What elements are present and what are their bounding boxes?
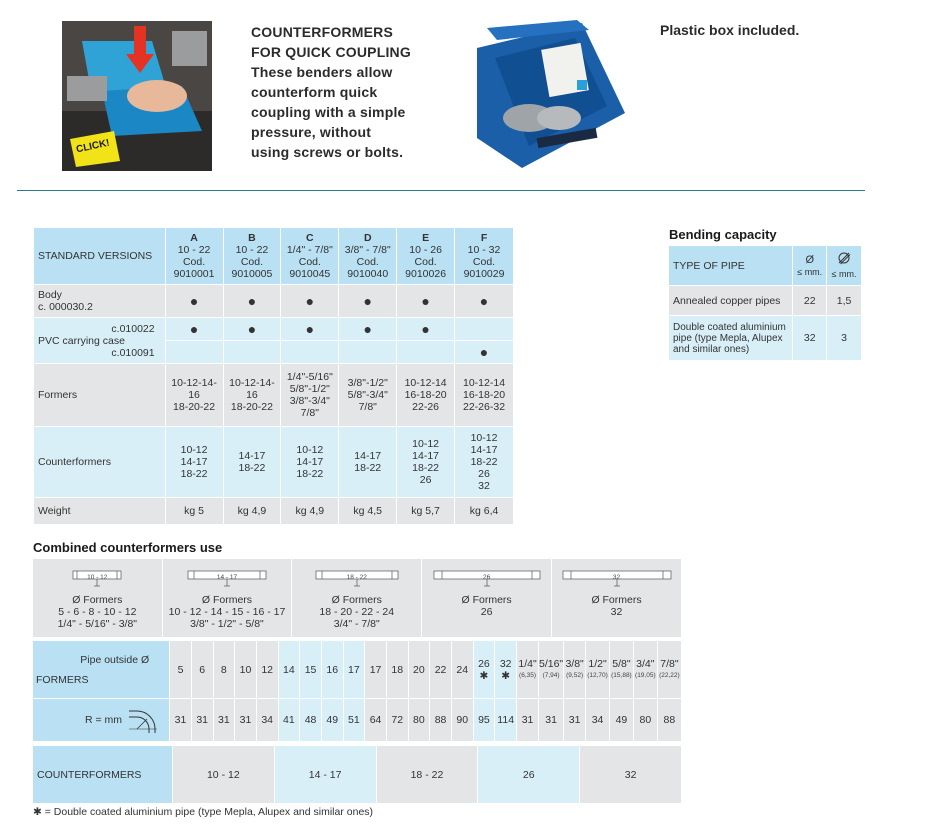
empty-cell	[223, 341, 281, 364]
formers-label-cell: Pipe outside Ø FORMERS	[33, 641, 170, 699]
description-line: coupling with a simple	[251, 104, 406, 120]
pipe-outside-value: 3/8" (9,52)	[564, 641, 586, 699]
weight-cell: kg 4,9	[281, 498, 339, 525]
counterformers-label: COUNTERFORMERS	[33, 746, 173, 804]
counterformer-range: 14 - 17	[274, 746, 376, 804]
included-dot: ●	[455, 285, 514, 318]
version-d-header: D 3/8" - 7/8" Cod. 9010040	[339, 228, 397, 285]
radius-value: 80	[633, 699, 657, 742]
description-line: using screws or bolts.	[251, 144, 404, 160]
counterformers-row-label: Counterformers	[34, 427, 166, 498]
formers-cell: 10-12-14 16-18-20 22-26-32	[455, 364, 514, 427]
pipe-outside-value: 8	[213, 641, 235, 699]
thickness-header: ≤ mm.	[827, 246, 862, 286]
formers-cell: 10-12-14-16 18-20-22	[165, 364, 223, 427]
radius-value: 49	[609, 699, 633, 742]
pipe-outside-value: 7/8" (22,22)	[657, 641, 681, 699]
bend-radius-icon	[127, 705, 159, 738]
weight-cell: kg 4,9	[223, 498, 281, 525]
version-f-header: F 10 - 32 Cod. 9010029	[455, 228, 514, 285]
plastic-box-note: Plastic box included.	[660, 22, 800, 38]
empty-cell	[455, 318, 514, 341]
pipe-outside-value: 32 ✱	[495, 641, 517, 699]
description-line: These benders allow	[251, 64, 393, 80]
counterformers-cell: 10-12 14-17 18-22	[165, 427, 223, 498]
pipe-outside-value: 1/4" (6,35)	[517, 641, 539, 699]
pipe-outside-value: 17	[365, 641, 387, 699]
empty-cell	[339, 341, 397, 364]
included-dot: ●	[165, 318, 223, 341]
formers-cell: 3/8"-1/2" 5/8"-3/4" 7/8"	[339, 364, 397, 427]
radius-value: 72	[386, 699, 408, 742]
counterformers-cell: 14-17 18-22	[223, 427, 281, 498]
weight-cell: kg 5,7	[397, 498, 455, 525]
pipe-outside-value: 16	[321, 641, 343, 699]
group-size: 26	[482, 573, 491, 581]
radius-value: 51	[343, 699, 365, 742]
radius-value: 31	[191, 699, 213, 742]
pipe-outside-value: 26 ✱	[473, 641, 495, 699]
radius-value: 95	[473, 699, 495, 742]
pipe-outside-value: 10	[235, 641, 257, 699]
included-dot: ●	[223, 285, 281, 318]
pipe-outside-value: 17	[343, 641, 365, 699]
radius-value: 31	[235, 699, 257, 742]
included-dot: ●	[281, 285, 339, 318]
weight-cell: kg 6,4	[455, 498, 514, 525]
formers-row-label: Formers	[34, 364, 166, 427]
counterformer-range: 32	[580, 746, 682, 804]
pipe-outside-value: 24	[451, 641, 473, 699]
type-of-pipe-label: TYPE OF PIPE	[669, 246, 793, 286]
included-dot: ●	[339, 318, 397, 341]
standard-versions-table	[33, 227, 514, 525]
section-divider	[17, 190, 865, 191]
pipe-outside-value: 5/8" (15,88)	[609, 641, 633, 699]
footnote	[33, 806, 373, 818]
pipe-outside-value: 3/4" (19,05)	[633, 641, 657, 699]
pipe-outside-value: 22	[430, 641, 452, 699]
former-group-14-17: 14 - 17 Ø Formers 10 - 12 - 14 - 15 - 16 - 17 3/8" - 1/2" - 5/8"	[162, 559, 292, 638]
counterformers-cell: 10-12 14-17 18-22	[281, 427, 339, 498]
pipe-outside-value: 20	[408, 641, 430, 699]
body-row-label: Body c. 000030.2	[34, 285, 166, 318]
version-e-header: E 10 - 26 Cod. 9010026	[397, 228, 455, 285]
pipe-type-cell: Annealed copper pipes	[669, 286, 793, 316]
weight-row-label: Weight	[34, 498, 166, 525]
former-group-18-22: 18 - 22 Ø Formers 18 - 20 - 22 - 24 3/4" - 7/8"	[292, 559, 422, 638]
radius-value: 31	[564, 699, 586, 742]
former-group-32: 32 Ø Formers 32	[552, 559, 682, 638]
counterformer-range: 26	[478, 746, 580, 804]
footnote-text: = Double coated aluminium pipe (type Mepla, Alupex and similar ones)	[41, 806, 374, 818]
group-size: 14 - 17	[216, 573, 238, 581]
counterformers-cell: 10-12 14-17 18-22 26	[397, 427, 455, 498]
radius-value: 34	[256, 699, 278, 742]
standard-versions-label: STANDARD VERSIONS	[34, 228, 166, 285]
radius-value: 34	[586, 699, 610, 742]
empty-cell	[165, 341, 223, 364]
radius-value: 31	[213, 699, 235, 742]
pipe-outside-value: 5	[170, 641, 192, 699]
click-label: CLICK!	[75, 137, 111, 156]
formers-cell: 10-12-14 16-18-20 22-26	[397, 364, 455, 427]
formers-cell: 10-12-14-16 18-20-22	[223, 364, 281, 427]
radius-value: 48	[300, 699, 322, 742]
combined-formers-groups	[32, 558, 682, 638]
counterformers-heading	[251, 22, 451, 162]
counterformer-click-photo	[62, 21, 212, 171]
group-size: 10 - 12	[87, 573, 108, 581]
included-dot: ●	[339, 285, 397, 318]
pipe-outside-value: 15	[300, 641, 322, 699]
counterformers-cell: 10-12 14-17 18-22 26 32	[455, 427, 514, 498]
weight-cell: kg 4,5	[339, 498, 397, 525]
diameter-value: 32	[793, 316, 827, 361]
counterformers-ranges-table	[32, 745, 682, 804]
former-group-26: 26 Ø Formers 26	[422, 559, 552, 638]
group-size: 32	[612, 573, 621, 581]
asterisk-icon: ✱	[33, 806, 42, 818]
radius-value: 90	[451, 699, 473, 742]
description-line: counterform quick	[251, 84, 378, 100]
empty-cell	[397, 341, 455, 364]
carrying-case-photo	[467, 18, 627, 173]
radius-value: 114	[495, 699, 517, 742]
counterformer-range: 18 - 22	[376, 746, 478, 804]
diameter-header: Ø ≤ mm.	[793, 246, 827, 286]
heading-line: COUNTERFORMERS	[251, 24, 394, 40]
pipe-outside-value: 5/16" (7,94)	[539, 641, 564, 699]
radius-value: 49	[321, 699, 343, 742]
pipe-outside-value: 14	[278, 641, 300, 699]
description-line: pressure, without	[251, 124, 372, 140]
counterformer-range: 10 - 12	[172, 746, 274, 804]
radius-value: 88	[657, 699, 681, 742]
radius-value: 41	[278, 699, 300, 742]
radius-label-cell: R = mm	[33, 699, 170, 742]
group-size: 18 - 22	[346, 573, 367, 581]
included-dot: ●	[281, 318, 339, 341]
weight-cell: kg 5	[165, 498, 223, 525]
version-c-header: C 1/4" - 7/8" Cod. 9010045	[281, 228, 339, 285]
radius-value: 31	[539, 699, 564, 742]
bending-capacity-table	[668, 245, 862, 361]
included-dot: ●	[397, 285, 455, 318]
pipe-outside-value: 18	[386, 641, 408, 699]
combined-counterformers-title: Combined counterformers use	[33, 540, 223, 555]
radius-value: 31	[517, 699, 539, 742]
pipe-outside-value: 12	[256, 641, 278, 699]
slashed-circle-icon	[837, 251, 851, 268]
thickness-value: 1,5	[827, 286, 862, 316]
pvc-case-row-label: c.010022 PVC carrying case c.010091	[34, 318, 166, 364]
radius-value: 88	[430, 699, 452, 742]
thickness-value: 3	[827, 316, 862, 361]
pipe-type-cell: Double coated aluminium pipe (type Mepla, Alupex and similar ones)	[669, 316, 793, 361]
heading-line: FOR QUICK COUPLING	[251, 44, 411, 60]
radius-value: 80	[408, 699, 430, 742]
included-dot: ●	[165, 285, 223, 318]
included-dot: ●	[223, 318, 281, 341]
pipe-outside-value: 1/2" (12,70)	[586, 641, 610, 699]
version-a-header: A 10 - 22 Cod. 9010001	[165, 228, 223, 285]
bending-capacity-title: Bending capacity	[669, 227, 777, 242]
version-b-header: B 10 - 22 Cod. 9010005	[223, 228, 281, 285]
diameter-value: 22	[793, 286, 827, 316]
formers-cell: 1/4"-5/16" 5/8"-1/2" 3/8"-3/4" 7/8"	[281, 364, 339, 427]
radius-value: 64	[365, 699, 387, 742]
pipe-outside-value: 6	[191, 641, 213, 699]
empty-cell	[281, 341, 339, 364]
former-group-10-12: 10 - 12 Ø Formers 5 - 6 - 8 - 10 - 12 1/4" - 5/16" - 3/8"	[33, 559, 163, 638]
included-dot: ●	[455, 341, 514, 364]
radius-value: 31	[170, 699, 192, 742]
formers-radius-table	[32, 640, 682, 742]
included-dot: ●	[397, 318, 455, 341]
counterformers-cell: 14-17 18-22	[339, 427, 397, 498]
